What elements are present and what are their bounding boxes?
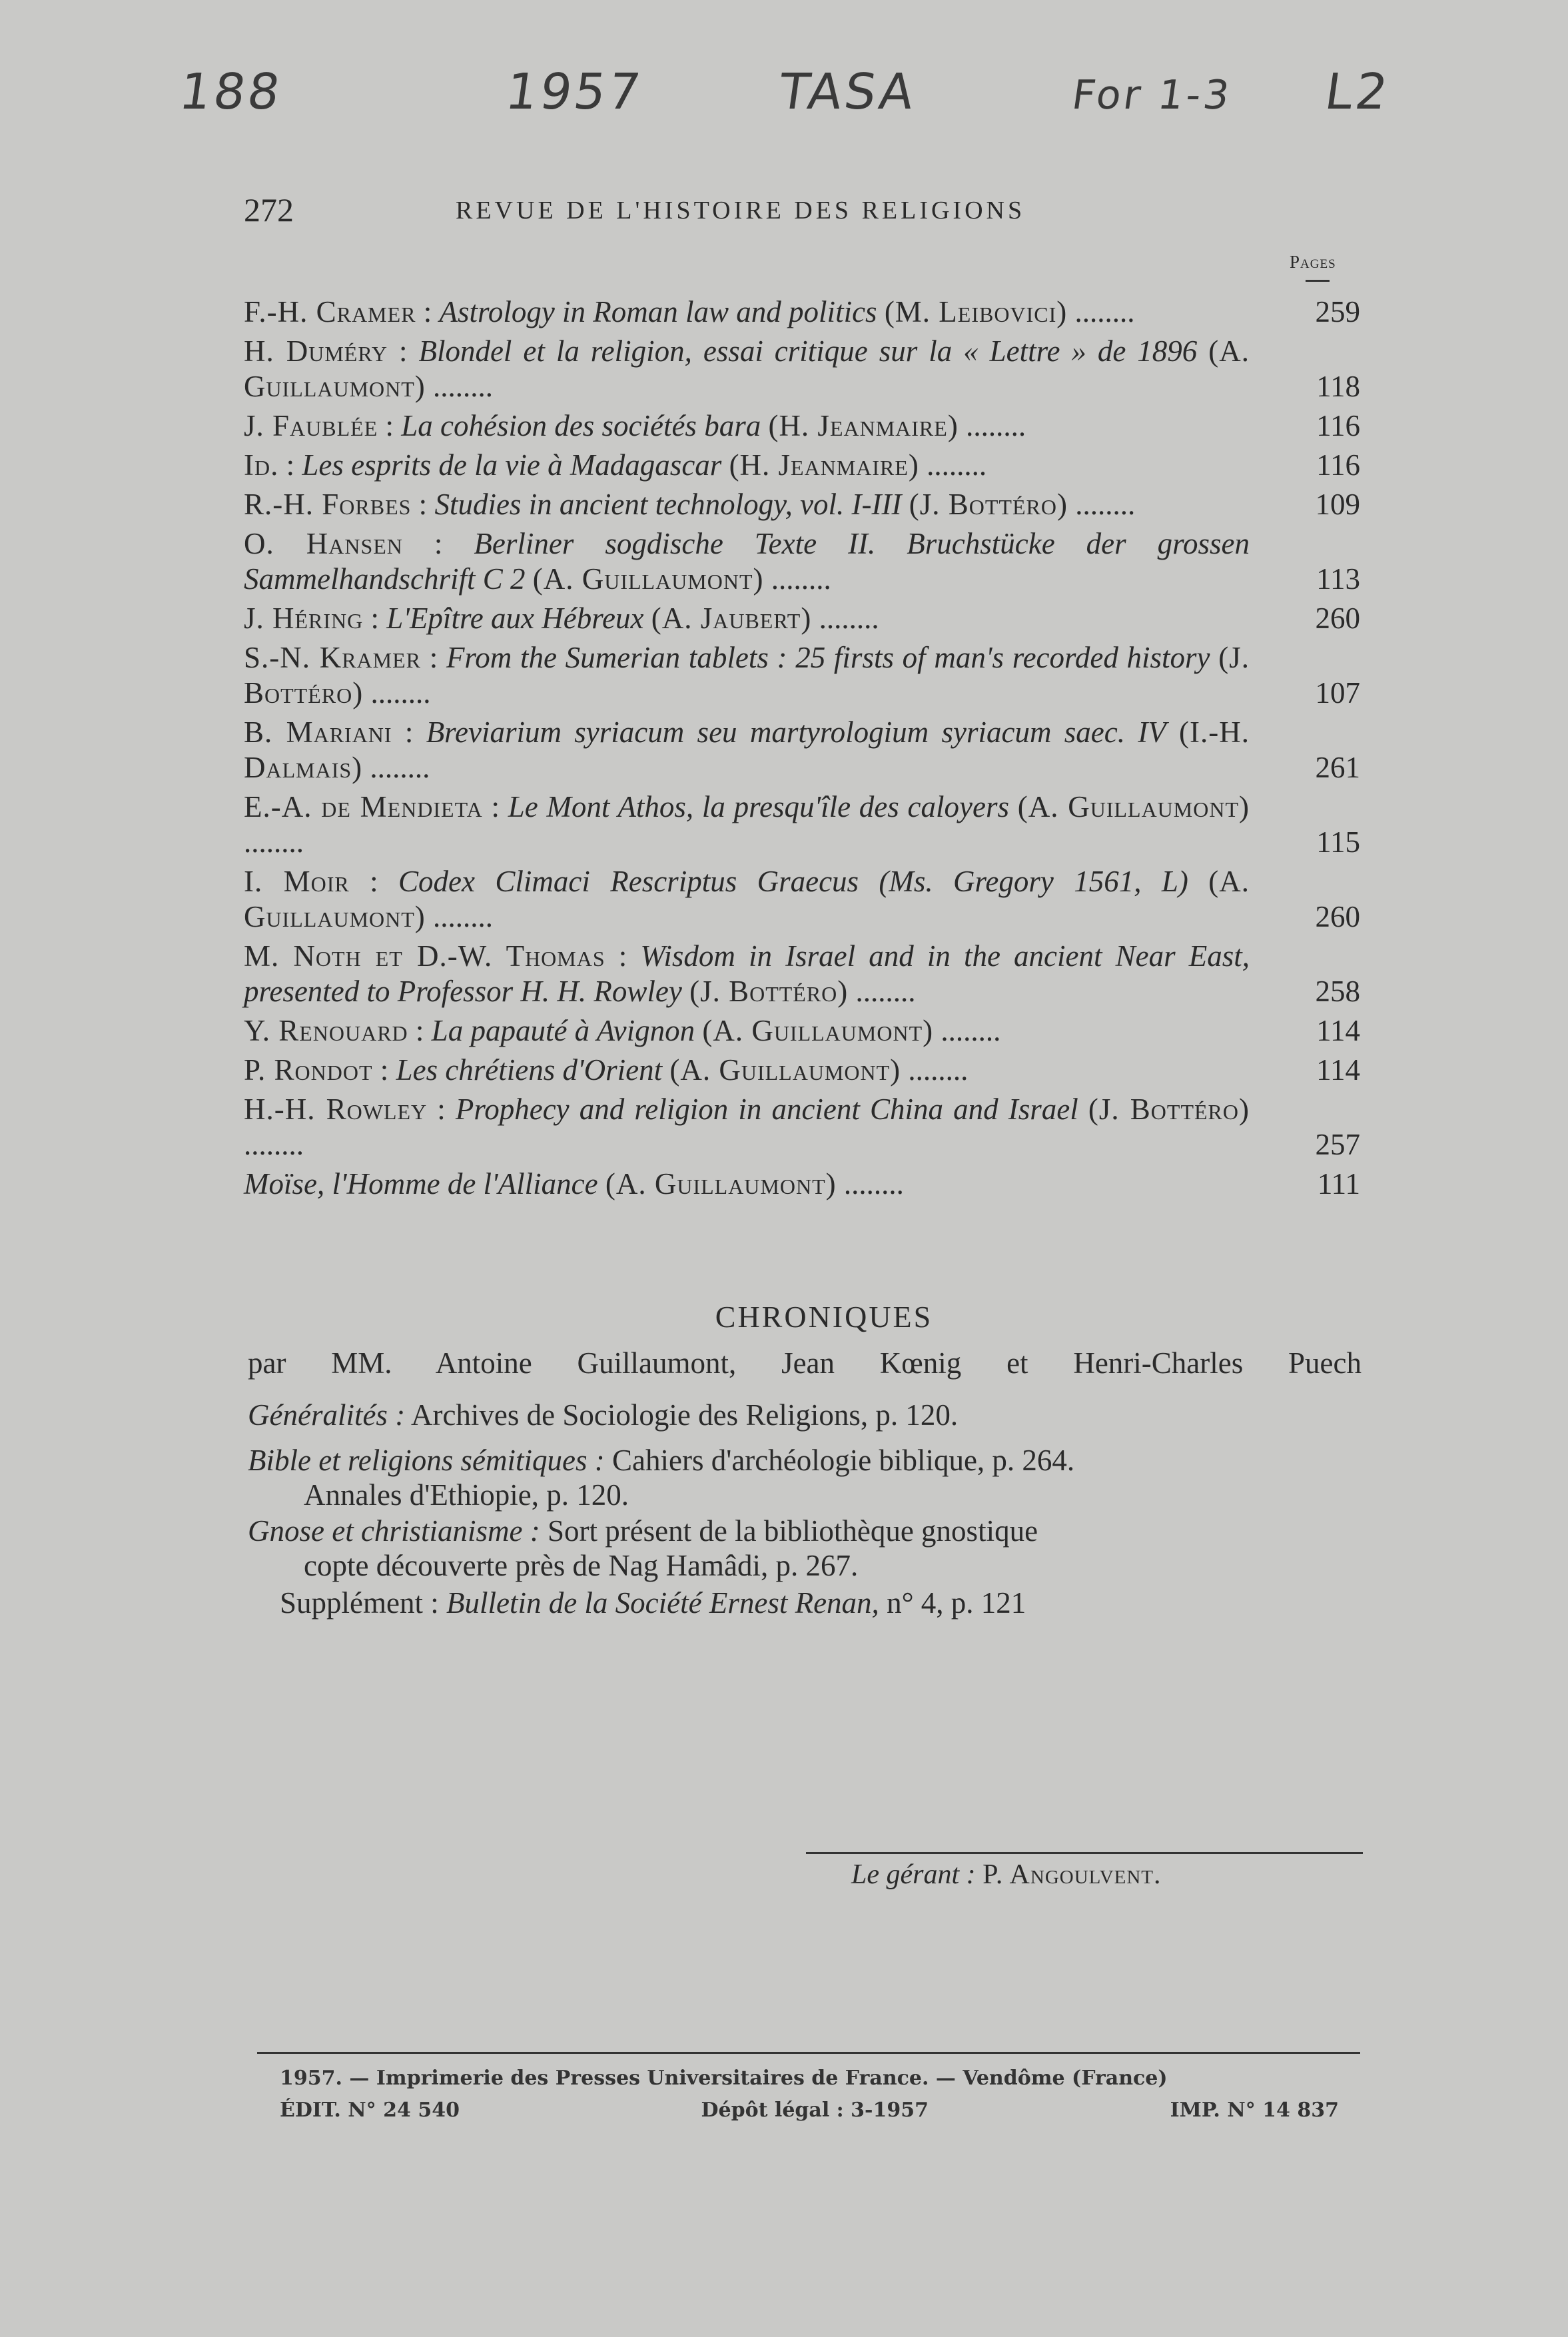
entry-reviewer: (A. Guillaumont) bbox=[605, 1167, 837, 1200]
entry-text: J. Faublée : La cohésion des sociétés bara (H. Jeanmaire) ........ bbox=[244, 409, 1026, 442]
entry-reviewer: (I.-H. Dalmais) bbox=[244, 715, 1250, 784]
entry-reviewer: (J. Bottéro) bbox=[689, 975, 849, 1008]
chronique-continuation: Annales d'Ethiopie, p. 120. bbox=[304, 1478, 629, 1512]
entry-title: La cohésion des sociétés bara bbox=[401, 409, 761, 442]
supplement-line bbox=[280, 1586, 1393, 1620]
entry-text: Id. : Les esprits de la vie à Madagascar (H. Jeanmaire) ........ bbox=[244, 448, 987, 482]
entry-author: Y. Renouard bbox=[244, 1014, 408, 1047]
entry-reviewer: (A. Guillaumont) bbox=[244, 334, 1250, 403]
signature bbox=[851, 1859, 1162, 1891]
entry-reviewer: (A. Guillaumont) bbox=[669, 1053, 901, 1087]
index-entry bbox=[244, 408, 1360, 444]
entry-reviewer: (A. Guillaumont) bbox=[702, 1014, 934, 1047]
entry-title: Les chrétiens d'Orient bbox=[396, 1053, 663, 1087]
entry-text: I. Moir : Codex Climaci Rescriptus Graecus (Ms. Gregory 1561, L) (A. Guillaumont) ........ bbox=[244, 865, 1250, 933]
chronique-text: Archives de Sociologie des Religions, p. 120. bbox=[410, 1398, 959, 1432]
index-entry bbox=[244, 1013, 1360, 1049]
pages-column-label: Pages bbox=[1290, 252, 1336, 272]
entry-page: 260 bbox=[1315, 602, 1360, 635]
index-entry bbox=[244, 601, 1360, 636]
imprint-rule bbox=[257, 2052, 1360, 2054]
entry-text: R.-H. Forbes : Studies in ancient technology, vol. I-III (J. Bottéro) ........ bbox=[244, 488, 1136, 521]
entry-text: B. Mariani : Breviarium syriacum seu martyrologium syriacum saec. IV (I.-H. Dalmais) ........ bbox=[244, 715, 1250, 784]
entry-text: O. Hansen : Berliner sogdische Texte II. Bruchstücke der grossen Sammelhandschrift C 2 (A. Guillaumont) ........ bbox=[244, 527, 1250, 596]
entry-title: Moïse, l'Homme de l'Alliance bbox=[244, 1167, 598, 1200]
entry-text: Y. Renouard : La papauté à Avignon (A. Guillaumont) ........ bbox=[244, 1014, 1001, 1047]
entry-page: 109 bbox=[1315, 488, 1360, 521]
entry-author: J. Héring bbox=[244, 602, 364, 635]
entry-text: Moïse, l'Homme de l'Alliance (A. Guillaumont) ........ bbox=[244, 1167, 904, 1200]
entry-reviewer: (A. Jaubert) bbox=[651, 602, 812, 635]
entry-page: 113 bbox=[1316, 562, 1360, 596]
signature-label: Le gérant : bbox=[851, 1859, 976, 1890]
running-title: REVUE DE L'HISTOIRE DES RELIGIONS bbox=[456, 197, 1026, 225]
entry-author: P. Rondot bbox=[244, 1053, 373, 1087]
chronique-text: Cahiers d'archéologie biblique, p. 264. bbox=[612, 1444, 1075, 1477]
entry-text: P. Rondot : Les chrétiens d'Orient (A. Guillaumont) ........ bbox=[244, 1053, 969, 1087]
signature-rule bbox=[806, 1852, 1363, 1854]
index-entry bbox=[244, 334, 1360, 404]
entry-reviewer: (J. Bottéro) bbox=[244, 641, 1250, 709]
entry-reviewer: (J. Bottéro) bbox=[909, 488, 1068, 521]
index-entry bbox=[244, 715, 1360, 785]
entry-page: 115 bbox=[1316, 825, 1360, 859]
entry-text: H. Duméry : Blondel et la religion, essai critique sur la « Lettre » de 1896 (A. Guillaumont) ........ bbox=[244, 334, 1250, 403]
entry-title: Prophecy and religion in ancient China and Israel bbox=[455, 1093, 1078, 1126]
entry-author: R.-H. Forbes bbox=[244, 488, 412, 521]
entry-title: Codex Climaci Rescriptus Graecus (Ms. Gregory 1561, L) bbox=[398, 865, 1188, 898]
entry-page: 260 bbox=[1315, 900, 1360, 933]
index-entry bbox=[244, 487, 1360, 522]
index-entry bbox=[244, 864, 1360, 935]
entry-author: S.-N. Kramer bbox=[244, 641, 422, 674]
entry-reviewer: (A. Guillaumont) bbox=[532, 562, 764, 596]
entry-page: 257 bbox=[1315, 1128, 1360, 1161]
index-entry bbox=[244, 640, 1360, 711]
handwritten-note-2: 1957 bbox=[502, 63, 647, 121]
chroniques-authors: par MM. Antoine Guillaumont, Jean Kœnig et Henri-Charles Puech bbox=[248, 1346, 1362, 1380]
entry-reviewer: (H. Jeanmaire) bbox=[768, 409, 959, 442]
entry-author: E.-A. de Mendieta bbox=[244, 790, 483, 823]
index-entry bbox=[244, 1167, 1360, 1202]
index-entry bbox=[244, 1053, 1360, 1088]
entry-reviewer: (J. Bottéro) bbox=[1088, 1093, 1250, 1126]
entry-author: J. Faublée bbox=[244, 409, 378, 442]
signature-name: P. Angoulvent. bbox=[982, 1859, 1162, 1890]
chronique-item bbox=[248, 1443, 1362, 1512]
supplement-rest: n° 4, p. 121 bbox=[887, 1586, 1026, 1620]
entry-page: 107 bbox=[1315, 676, 1360, 709]
chronique-item bbox=[248, 1514, 1362, 1583]
entry-author: O. Hansen bbox=[244, 527, 403, 560]
entry-page: 114 bbox=[1316, 1053, 1360, 1087]
chronique-continuation: copte découverte près de Nag Hamâdi, p. 267. bbox=[304, 1549, 859, 1582]
chronique-label: Gnose et christianisme : bbox=[248, 1514, 540, 1548]
handwritten-note-4: For 1-3 bbox=[1069, 72, 1235, 119]
index-entry bbox=[244, 789, 1360, 860]
entry-page: 259 bbox=[1315, 295, 1360, 328]
chronique-text: Sort présent de la bibliothèque gnostique bbox=[547, 1514, 1038, 1548]
pages-column-dash bbox=[1306, 280, 1330, 282]
entry-page: 114 bbox=[1316, 1014, 1360, 1047]
entry-page: 118 bbox=[1316, 370, 1360, 403]
entry-text: F.-H. Cramer : Astrology in Roman law and politics (M. Leibovici) ........ bbox=[244, 295, 1135, 328]
imprint-edit-number: ÉDIT. N° 24 540 bbox=[280, 2099, 460, 2122]
entry-page: 116 bbox=[1316, 448, 1360, 482]
entry-author: M. Noth et D.-W. Thomas bbox=[244, 939, 605, 973]
entry-reviewer: (A. Guillaumont) bbox=[1017, 790, 1250, 823]
entry-text: M. Noth et D.-W. Thomas : Wisdom in Israel and in the ancient Near East, presented to Professor H. H. Rowley (J. Bottéro) ........ bbox=[244, 939, 1250, 1008]
entry-page: 111 bbox=[1317, 1167, 1360, 1200]
entry-author: H.-H. Rowley bbox=[244, 1093, 428, 1126]
entry-author: H. Duméry bbox=[244, 334, 388, 368]
imprint-line-2 bbox=[280, 2099, 1339, 2122]
entry-author: F.-H. Cramer bbox=[244, 295, 416, 328]
entry-page: 261 bbox=[1315, 751, 1360, 784]
entry-title: Wisdom in Israel and in the ancient Near East, presented to Professor H. H. Rowley bbox=[244, 939, 1250, 1008]
imprint-line-1: 1957. — Imprimerie des Presses Universitaires de France. — Vendôme (France) bbox=[280, 2067, 1168, 2090]
chronique-label: Généralités : bbox=[248, 1398, 406, 1432]
handwritten-note-3: TASA bbox=[775, 63, 921, 121]
entry-title: Blondel et la religion, essai critique sur la « Lettre » de 1896 bbox=[418, 334, 1198, 368]
entry-title: Studies in ancient technology, vol. I-III bbox=[434, 488, 902, 521]
entry-title: Le Mont Athos, la presqu'île des caloyers bbox=[508, 790, 1009, 823]
entry-text: E.-A. de Mendieta : Le Mont Athos, la presqu'île des caloyers (A. Guillaumont) ........ bbox=[244, 790, 1250, 859]
imprint-depot: Dépôt légal : 3-1957 bbox=[701, 2099, 929, 2122]
supplement-label: Supplément : bbox=[280, 1586, 439, 1620]
entry-title: Astrology in Roman law and politics bbox=[439, 295, 877, 328]
entry-text: H.-H. Rowley : Prophecy and religion in ancient China and Israel (J. Bottéro) ........ bbox=[244, 1093, 1250, 1161]
entry-author: B. Mariani bbox=[244, 715, 392, 749]
handwritten-note-1: 188 bbox=[175, 63, 286, 121]
entry-title: La papauté à Avignon bbox=[431, 1014, 695, 1047]
index-entry bbox=[244, 526, 1360, 597]
imprint-imp-number: IMP. N° 14 837 bbox=[1170, 2099, 1339, 2122]
entry-title: Breviarium syriacum seu martyrologium syriacum saec. IV bbox=[426, 715, 1166, 749]
entry-reviewer: (H. Jeanmaire) bbox=[729, 448, 919, 482]
entry-title: L'Epître aux Hébreux bbox=[386, 602, 644, 635]
index-entry bbox=[244, 294, 1360, 330]
index-entry bbox=[244, 448, 1360, 483]
entry-reviewer: (M. Leibovici) bbox=[884, 295, 1068, 328]
chronique-item bbox=[248, 1398, 1362, 1432]
handwritten-note-5: L2 bbox=[1321, 63, 1394, 121]
review-index-list bbox=[244, 294, 1360, 1206]
entry-text: J. Héring : L'Epître aux Hébreux (A. Jaubert) ........ bbox=[244, 602, 879, 635]
entry-title: Les esprits de la vie à Madagascar bbox=[302, 448, 722, 482]
chronique-label: Bible et religions sémitiques : bbox=[248, 1444, 605, 1477]
entry-author: Id. bbox=[244, 448, 279, 482]
entry-title: From the Sumerian tablets : 25 firsts of man's recorded history bbox=[446, 641, 1210, 674]
supplement-title: Bulletin de la Société Ernest Renan, bbox=[446, 1586, 879, 1620]
entry-page: 116 bbox=[1316, 409, 1360, 442]
index-entry bbox=[244, 1092, 1360, 1163]
index-entry bbox=[244, 939, 1360, 1009]
entry-title: Berliner sogdische Texte II. Bruchstücke der grossen Sammelhandschrift C 2 bbox=[244, 527, 1250, 596]
entry-reviewer: (A. Guillaumont) bbox=[244, 865, 1250, 933]
entry-text: S.-N. Kramer : From the Sumerian tablets : 25 firsts of man's recorded history (J. Bottéro) ........ bbox=[244, 641, 1250, 709]
entry-page: 258 bbox=[1315, 975, 1360, 1008]
page-number: 272 bbox=[244, 191, 294, 229]
entry-author: I. Moir bbox=[244, 865, 350, 898]
chroniques-title: CHRONIQUES bbox=[715, 1300, 933, 1334]
